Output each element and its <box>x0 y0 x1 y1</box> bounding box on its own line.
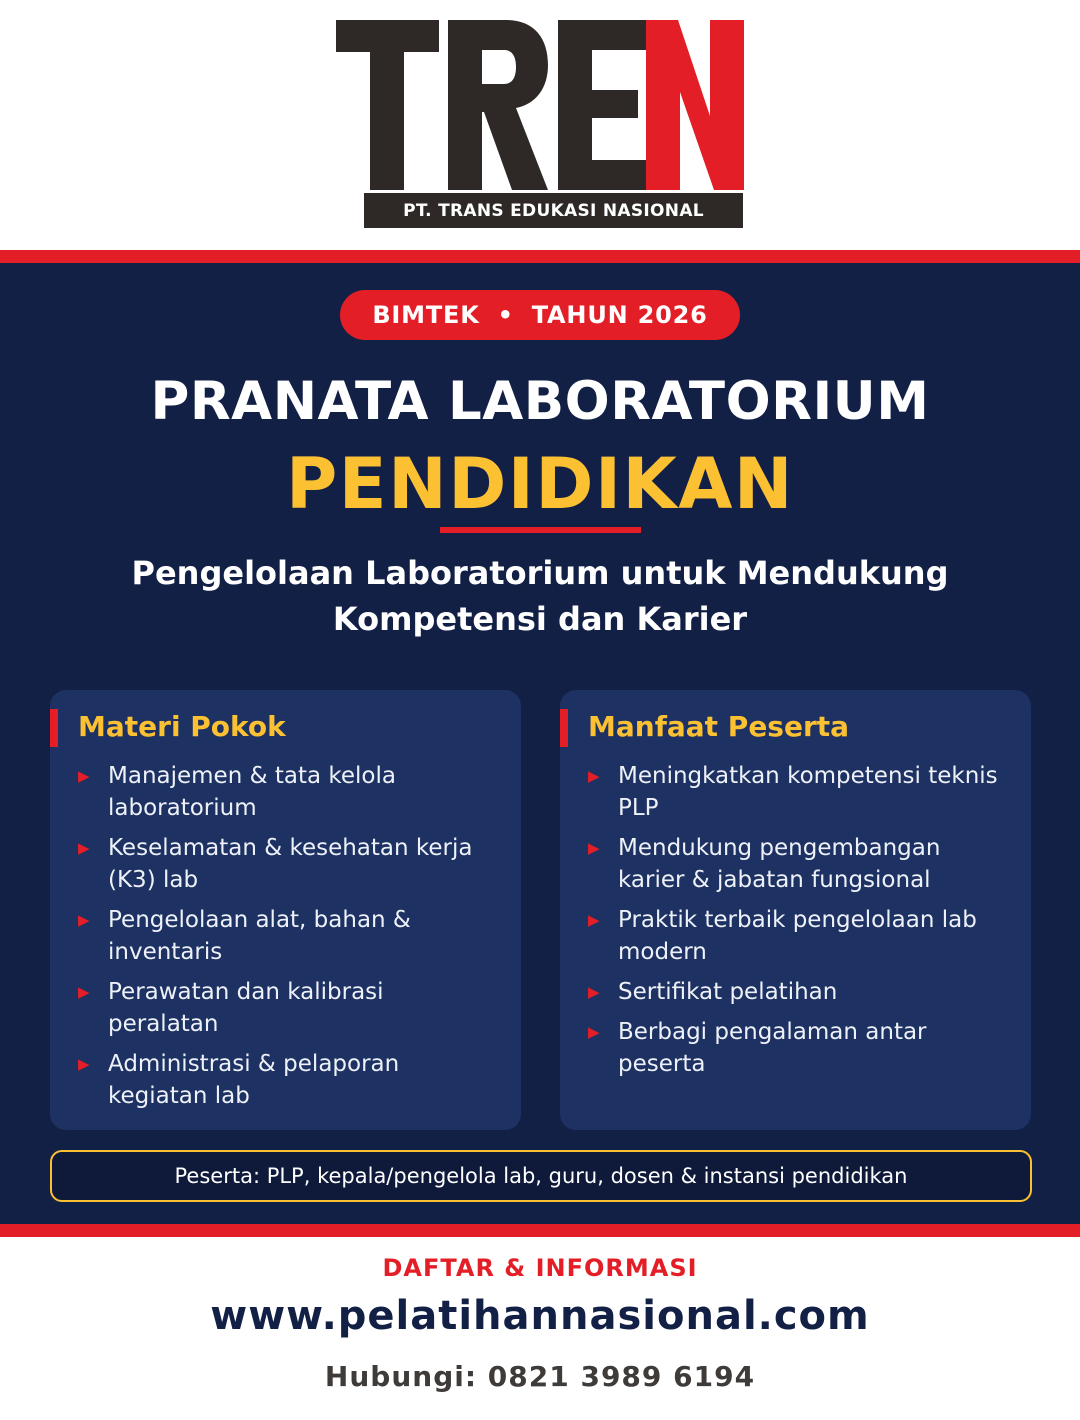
materi-list <box>78 760 498 1120</box>
list-item-text: Sertifikat pelatihan <box>618 979 838 1005</box>
list-item-text: Keselamatan & kesehatan kerja (K3) lab <box>108 835 473 893</box>
list-item <box>588 1016 1008 1080</box>
badge-year: TAHUN 2026 <box>531 301 708 329</box>
participants-box: Peserta: PLP, kepala/pengelola lab, guru, dosen & instansi pendidikan <box>50 1150 1032 1202</box>
triangle-bullet-icon: ▶ <box>588 1023 600 1041</box>
subtitle <box>60 550 1020 642</box>
materi-accent <box>50 709 58 747</box>
logo-letter-n <box>646 20 744 190</box>
event-badge <box>340 290 740 340</box>
triangle-bullet-icon: ▶ <box>588 767 600 785</box>
logo-letter-t-stem <box>370 20 404 190</box>
list-item <box>78 976 498 1040</box>
title-divider <box>440 527 641 533</box>
subtitle-line-2: Kompetensi dan Karier <box>332 600 748 638</box>
subtitle-line-1: Pengelolaan Laboratorium untuk Mendukung <box>131 554 949 592</box>
main-panel <box>0 263 1080 1224</box>
triangle-bullet-icon: ▶ <box>78 983 90 1001</box>
website-link[interactable]: www.pelatihannasional.com <box>210 1293 870 1339</box>
logo-letter-e-top <box>558 20 646 50</box>
list-item-text: Perawatan dan kalibrasi peralatan <box>108 979 384 1037</box>
contact-phone[interactable]: Hubungi: 0821 3989 6194 <box>324 1360 756 1393</box>
list-item <box>78 1048 498 1112</box>
list-item-text: Manajemen & tata kelola laboratorium <box>108 763 396 821</box>
logo-letter-r <box>448 20 548 190</box>
manfaat-heading: Manfaat Peserta <box>588 710 850 743</box>
materi-card <box>50 690 521 1130</box>
manfaat-card <box>560 690 1031 1130</box>
list-item <box>588 832 1008 896</box>
badge-separator: • <box>497 301 514 329</box>
logo-tagline: PT. TRANS EDUKASI NASIONAL <box>364 193 743 228</box>
logo-letter-e-bottom <box>558 160 646 190</box>
logo-letter-e-middle <box>558 90 638 118</box>
title-line-1: PRANATA LABORATORIUM <box>150 371 930 432</box>
triangle-bullet-icon: ▶ <box>78 839 90 857</box>
list-item <box>78 832 498 896</box>
list-item-text: Praktik terbaik pengelolaan lab modern <box>618 907 977 965</box>
list-item <box>588 976 1008 1008</box>
materi-heading: Materi Pokok <box>78 710 286 743</box>
list-item <box>588 904 1008 968</box>
registration-label: DAFTAR & INFORMASI <box>382 1254 698 1282</box>
list-item <box>588 760 1008 824</box>
list-item <box>78 904 498 968</box>
triangle-bullet-icon: ▶ <box>588 911 600 929</box>
triangle-bullet-icon: ▶ <box>588 839 600 857</box>
triangle-bullet-icon: ▶ <box>78 767 90 785</box>
triangle-bullet-icon: ▶ <box>588 983 600 1001</box>
list-item-text: Administrasi & pelaporan kegiatan lab <box>108 1051 400 1109</box>
triangle-bullet-icon: ▶ <box>78 1055 90 1073</box>
manfaat-list <box>588 760 1008 1088</box>
title-line-2: PENDIDIKAN <box>285 443 794 525</box>
bottom-red-line <box>0 1224 1080 1237</box>
list-item-text: Pengelolaan alat, bahan & inventaris <box>108 907 411 965</box>
triangle-bullet-icon: ▶ <box>78 911 90 929</box>
list-item-text: Mendukung pengembangan karier & jabatan fungsional <box>618 835 941 893</box>
list-item <box>78 760 498 824</box>
list-item-text: Berbagi pengalaman antar peserta <box>618 1019 927 1077</box>
manfaat-accent <box>560 709 568 747</box>
badge-type: BIMTEK <box>372 301 480 329</box>
top-red-line <box>0 250 1080 263</box>
list-item-text: Meningkatkan kompetensi teknis PLP <box>618 763 998 821</box>
